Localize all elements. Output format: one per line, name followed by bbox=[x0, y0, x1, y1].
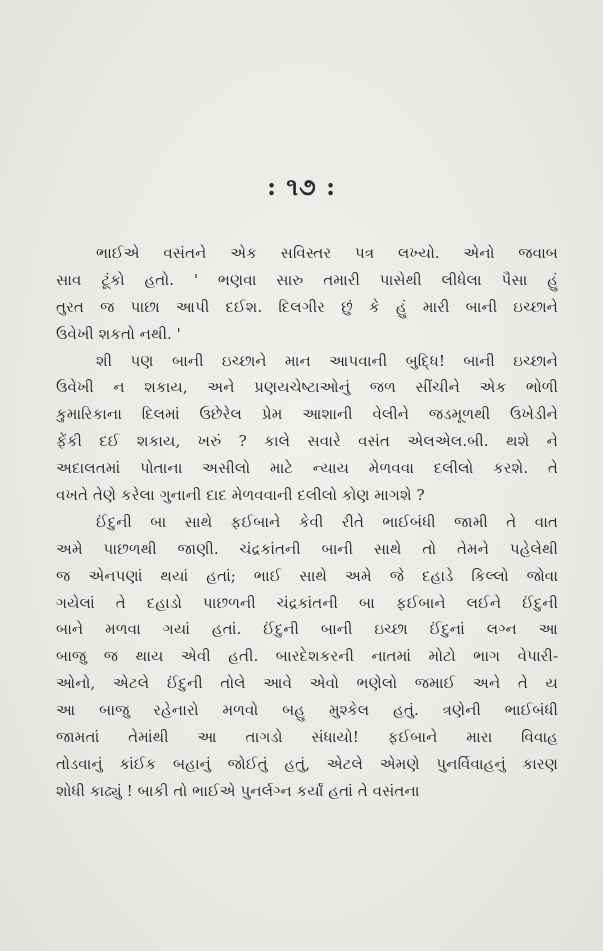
text-line: ઉવેખી ન શકાય, અને પ્રણયચેષ્ટાઓનું જળ સીંચીને એક ભોળી bbox=[56, 378, 558, 397]
text-line: જ એનપણાં થયાં હતાં; ભાઈ સાથે અમે જે દહાડે કિલ્લો જોવા bbox=[56, 566, 558, 585]
text-line: અમે પાછળથી જાણી. ચંદ્રકાંતની બાની સાથે તો તેમને પહેલેથી bbox=[56, 539, 558, 558]
text-line: ફેંકી દઈ શકાય, ખરું ? કાલે સવારે વસંત એલએલ.બી. થશે ને bbox=[56, 432, 558, 451]
text-line: ઓનો, એટલે ઈંદુની તોલે આવે એવો ભણેલો જમાઈ અને તે ય bbox=[56, 674, 558, 693]
text-line: ભાઈએ વસંતને એક સવિસ્તર પત્ર લખ્યો. એનો જવાબ bbox=[96, 244, 558, 262]
text-line: આ બાજુ રહેનારો મળવો બહુ મુશ્કેલ હતું. ત્રણેની ભાઈબંધી bbox=[56, 701, 558, 720]
page-number: : ૧૭ : bbox=[267, 172, 336, 201]
text-line: બાજુ જ થાય એવી હતી. બારદેશકરની નાતમાં મોટો ભાગ વેપારી- bbox=[56, 647, 558, 666]
text-line: તોડવાનું કાંઈક બહાનું જોઈતું હતું, એટલે એમણે પુનર્વિવાહનું કારણ bbox=[56, 754, 558, 773]
text-line: અદાલતમાં પોતાના અસીલો માટે ન્યાય મેળવવા દલીલો કરશે. તે bbox=[56, 459, 558, 478]
text-line: ગયેલાં તે દહાડો પાછળની ચંદ્રકાંતની બા ફઈબાને લઈને ઈંદુની bbox=[56, 593, 558, 612]
text-line: શોધી કાઢ્યું ! બાકી તો ભાઈએ પુનર્લગ્ન કર્યાં હતાં તે વસંતના bbox=[56, 781, 420, 800]
text-line: શી પણ બાની ઇચ્છાને માન આપવાની બુદ્ધિ! બાની ઇચ્છાને bbox=[96, 351, 558, 370]
text-line: સાવ ટૂંકો હતો. ' ભણવા સારુ તમારી પાસેથી લીધેલા પૈસા હું bbox=[56, 270, 558, 289]
text-line: વખતે તેણે કરેલા ગુનાની દાદ મેળવવાની દલીલો કોણ માગશે ? bbox=[56, 486, 425, 505]
text-line: તુરત જ પાછા આપી દઈશ. દિલગીર છું કે હું મારી બાની ઇચ્છાને bbox=[56, 297, 558, 316]
body-text bbox=[56, 240, 558, 805]
text-line: બાને મળવા ગયાં હતાં. ઈંદુની બાની ઇચ્છા ઈંદુનાં લગ્ન આ bbox=[56, 620, 558, 639]
text-line: કુમારિકાના દિલમાં ઉછેરેલ પ્રેમ આશાની વેલીને જડમૂળથી ઉખેડીને bbox=[56, 405, 558, 424]
text-line: ઉવેખી શકતો નથી. ' bbox=[56, 324, 181, 343]
text-line: ઈંદુની બા સાથે ફઈબાને કેવી રીતે ભાઈબંધી જામી તે વાત bbox=[96, 512, 558, 531]
text-line: જામતાં તેમાંથી આ તાગડો સંધાયો! ફઈબાને મારા વિવાહ bbox=[56, 728, 558, 747]
